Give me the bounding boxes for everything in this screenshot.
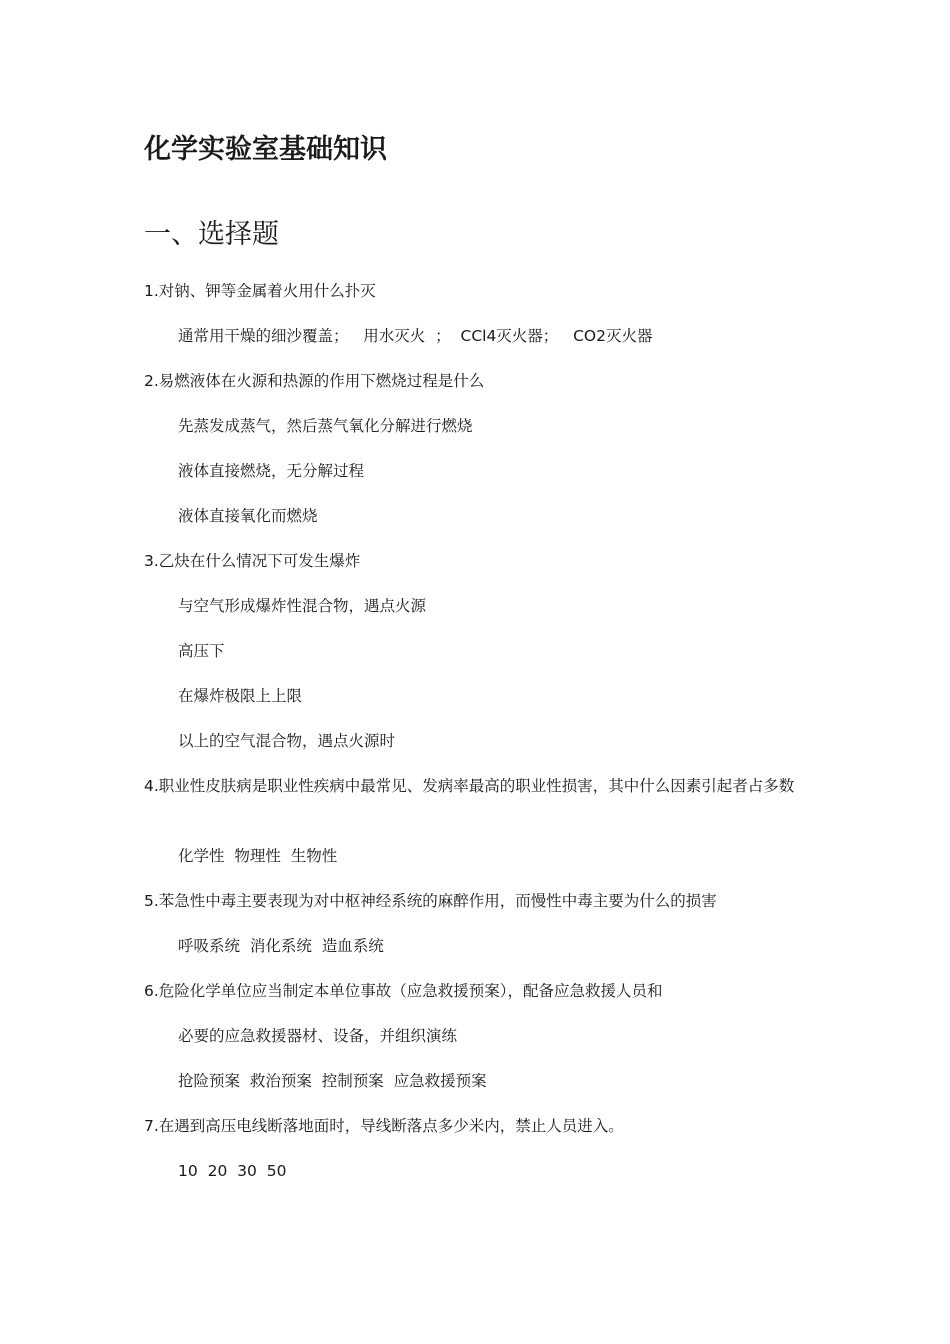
question-6: 6.危险化学单位应当制定本单位事故（应急救援预案），配备应急救援人员和 (144, 982, 663, 1000)
question-3-option-2: 高压下 (178, 642, 225, 660)
question-2-option-3: 液体直接氧化而燃烧 (178, 507, 318, 525)
question-2: 2.易燃液体在火源和热源的作用下燃烧过程是什么 (144, 372, 485, 390)
question-1: 1.对钠、钾等金属着火用什么扑灭 (144, 282, 376, 300)
question-5: 5.苯急性中毒主要表现为对中枢神经系统的麻醉作用，而慢性中毒主要为什么的损害 (144, 892, 717, 910)
question-2-option-2: 液体直接燃烧，无分解过程 (178, 462, 365, 480)
question-7: 7.在遇到高压电线断落地面时，导线断落点多少米内，禁止人员进入。 (144, 1117, 624, 1135)
question-4: 4.职业性皮肤病是职业性疾病中最常见、发病率最高的职业性损害，其中什么因素引起者占多数 (144, 777, 795, 795)
question-6-option-1: 必要的应急救援器材、设备，并组织演练 (178, 1027, 458, 1045)
question-3-option-3: 在爆炸极限上上限 (178, 687, 303, 705)
section-heading: 一、选择题 (144, 219, 279, 250)
question-3: 3.乙炔在什么情况下可发生爆炸 (144, 552, 361, 570)
question-4-option-1: 化学性 物理性 生物性 (178, 847, 338, 865)
question-5-option-1: 呼吸系统 消化系统 造血系统 (178, 937, 384, 955)
question-3-option-1: 与空气形成爆炸性混合物，遇点火源 (178, 597, 427, 615)
document-title: 化学实验室基础知识 (144, 134, 387, 165)
question-3-option-4: 以上的空气混合物，遇点火源时 (178, 732, 396, 750)
question-1-option-1: 通常用干燥的细沙覆盖； 用水灭火 ； CCl4灭火器； CO2灭火器 (178, 327, 653, 345)
question-6-option-2: 抢险预案 救治预案 控制预案 应急救援预案 (178, 1072, 487, 1090)
question-7-option-1: 10 20 30 50 (178, 1162, 287, 1180)
question-2-option-1: 先蒸发成蒸气，然后蒸气氧化分解进行燃烧 (178, 417, 473, 435)
